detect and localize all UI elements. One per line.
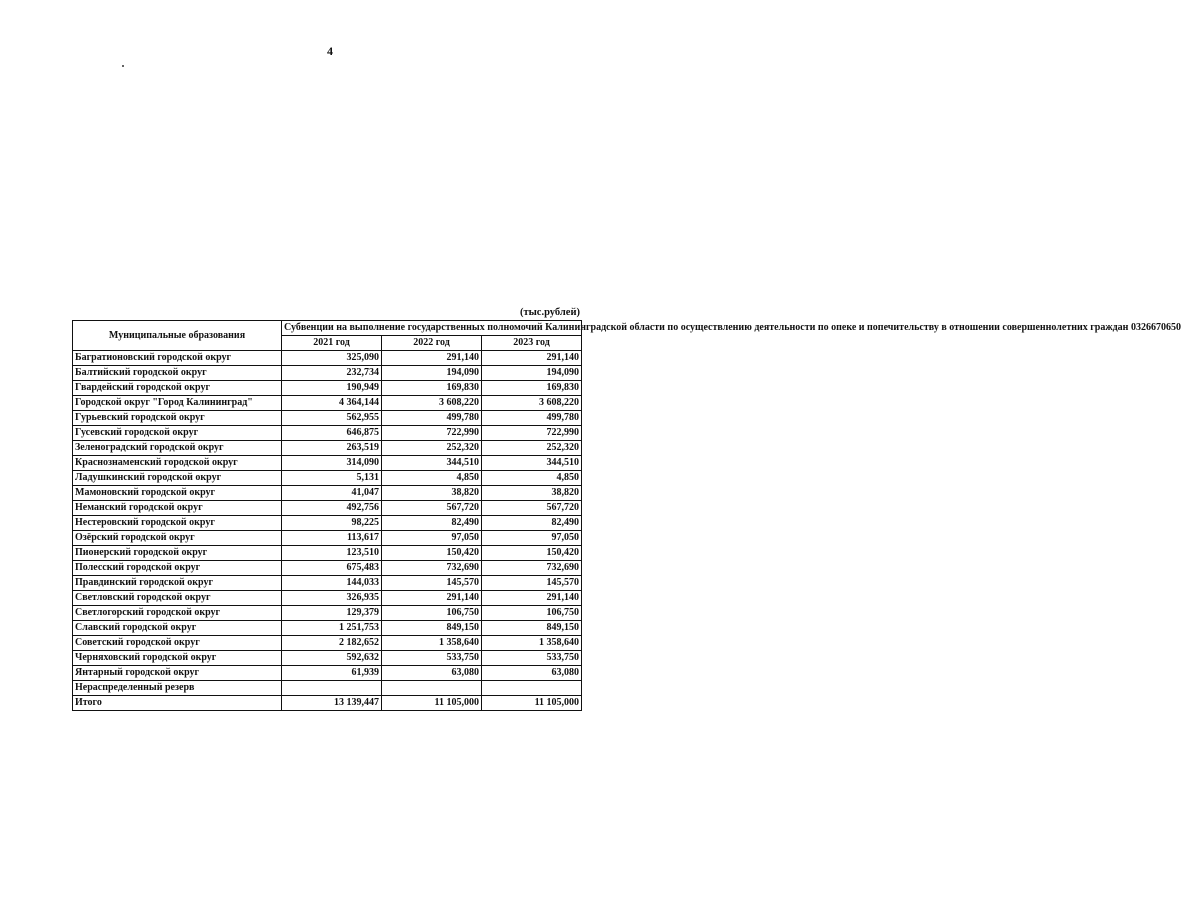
value-2021-cell: 41,047 (282, 486, 382, 501)
municipality-header: Муниципальные образования (73, 321, 282, 351)
value-2023-cell: 732,690 (482, 561, 582, 576)
table-row (73, 666, 582, 681)
municipality-name-cell: Советский городской округ (73, 636, 282, 651)
value-2023-cell: 567,720 (482, 501, 582, 516)
value-2022-cell: 4,850 (382, 471, 482, 486)
table-row (73, 576, 582, 591)
value-2021-cell: 314,090 (282, 456, 382, 471)
value-2023-cell: 1 358,640 (482, 636, 582, 651)
municipality-name-cell: Городской округ "Город Калининград" (73, 396, 282, 411)
municipality-name-cell: Зеленоградский городской округ (73, 441, 282, 456)
value-2023-cell: 106,750 (482, 606, 582, 621)
municipality-name-cell: Пионерский городской округ (73, 546, 282, 561)
value-2021-cell: 562,955 (282, 411, 382, 426)
value-2022-cell: 849,150 (382, 621, 482, 636)
value-2022-cell: 291,140 (382, 591, 482, 606)
municipality-name-cell: Озёрский городской округ (73, 531, 282, 546)
table-row (73, 546, 582, 561)
value-2022-cell (382, 681, 482, 696)
value-2021-cell: 129,379 (282, 606, 382, 621)
value-2023-cell: 722,990 (482, 426, 582, 441)
municipality-name-cell: Нестеровский городской округ (73, 516, 282, 531)
value-2022-cell: 3 608,220 (382, 396, 482, 411)
value-2021-cell: 5,131 (282, 471, 382, 486)
subvention-table (72, 320, 1181, 711)
scan-speck (122, 65, 124, 67)
municipality-name-cell: Балтийский городской округ (73, 366, 282, 381)
value-2022-cell: 252,320 (382, 441, 482, 456)
value-2022-cell: 732,690 (382, 561, 482, 576)
table-row (73, 486, 582, 501)
value-2023-cell: 150,420 (482, 546, 582, 561)
value-2022-cell: 145,570 (382, 576, 482, 591)
value-2022-cell: 169,830 (382, 381, 482, 396)
value-2022-cell: 344,510 (382, 456, 482, 471)
value-2023-cell: 194,090 (482, 366, 582, 381)
value-2021-cell (282, 681, 382, 696)
value-2022-cell: 567,720 (382, 501, 482, 516)
table-row (73, 591, 582, 606)
value-2021-cell: 98,225 (282, 516, 382, 531)
page-number: 4 (327, 44, 333, 58)
year-header-2022: 2022 год (382, 336, 482, 351)
value-2021-cell: 4 364,144 (282, 396, 382, 411)
value-2021-cell: 123,510 (282, 546, 382, 561)
municipality-name-cell: Ладушкинский городской округ (73, 471, 282, 486)
table-row (73, 531, 582, 546)
table-body (73, 351, 582, 711)
value-2023-cell: 291,140 (482, 591, 582, 606)
units-label: (тыс.рублей) (519, 307, 580, 318)
municipality-name-cell: Правдинский городской округ (73, 576, 282, 591)
value-2021-cell: 232,734 (282, 366, 382, 381)
table-row (73, 456, 582, 471)
value-2021-cell: 190,949 (282, 381, 382, 396)
value-2022-cell: 150,420 (382, 546, 482, 561)
value-2022-cell: 106,750 (382, 606, 482, 621)
value-2023-cell: 344,510 (482, 456, 582, 471)
value-2023-cell: 38,820 (482, 486, 582, 501)
table-row (73, 606, 582, 621)
value-2021-cell: 646,875 (282, 426, 382, 441)
value-2021-cell: 1 251,753 (282, 621, 382, 636)
value-2022-cell: 291,140 (382, 351, 482, 366)
municipality-name-cell: Гвардейский городской округ (73, 381, 282, 396)
value-2022-cell: 499,780 (382, 411, 482, 426)
value-2023-cell: 499,780 (482, 411, 582, 426)
value-2022-cell: 722,990 (382, 426, 482, 441)
value-2021-cell: 113,617 (282, 531, 382, 546)
municipality-name-cell: Багратионовский городской округ (73, 351, 282, 366)
table-row (73, 561, 582, 576)
value-2023-cell: 252,320 (482, 441, 582, 456)
value-2021-cell: 492,756 (282, 501, 382, 516)
table-row (73, 501, 582, 516)
value-2023-cell: 291,140 (482, 351, 582, 366)
table-row (73, 381, 582, 396)
subvention-header: Субвенции на выполнение государственных полномочий Калининградской области по осуществлению деятельности по опеке и попечительству в отношении совершеннолетних граждан 0326670650 (282, 321, 582, 336)
value-2023-cell: 63,080 (482, 666, 582, 681)
value-2021-cell: 2 182,652 (282, 636, 382, 651)
value-2021-cell: 61,939 (282, 666, 382, 681)
value-2021-cell: 13 139,447 (282, 696, 382, 711)
value-2023-cell: 3 608,220 (482, 396, 582, 411)
municipality-name-cell: Светловский городской округ (73, 591, 282, 606)
table-row (73, 651, 582, 666)
value-2022-cell: 11 105,000 (382, 696, 482, 711)
municipality-name-cell: Мамоновский городской округ (73, 486, 282, 501)
table-row (73, 366, 582, 381)
municipality-name-cell: Неманский городской округ (73, 501, 282, 516)
municipality-name-cell: Светлогорский городской округ (73, 606, 282, 621)
year-header-2023: 2023 год (482, 336, 582, 351)
value-2023-cell: 533,750 (482, 651, 582, 666)
year-header-2021: 2021 год (282, 336, 382, 351)
value-2021-cell: 675,483 (282, 561, 382, 576)
municipality-name-cell: Краснознаменский городской округ (73, 456, 282, 471)
value-2023-cell: 82,490 (482, 516, 582, 531)
table-row (73, 396, 582, 411)
municipality-name-cell: Гусевский городской округ (73, 426, 282, 441)
table-row (73, 351, 582, 366)
value-2021-cell: 326,935 (282, 591, 382, 606)
value-2023-cell: 4,850 (482, 471, 582, 486)
table-row (73, 411, 582, 426)
value-2021-cell: 325,090 (282, 351, 382, 366)
value-2021-cell: 263,519 (282, 441, 382, 456)
municipality-name-cell: Итого (73, 696, 282, 711)
table-row (73, 426, 582, 441)
municipality-name-cell: Янтарный городской округ (73, 666, 282, 681)
municipality-name-cell: Полесский городской округ (73, 561, 282, 576)
municipality-name-cell: Гурьевский городской округ (73, 411, 282, 426)
municipality-name-cell: Славский городской округ (73, 621, 282, 636)
table-row (73, 441, 582, 456)
value-2021-cell: 144,033 (282, 576, 382, 591)
value-2023-cell: 11 105,000 (482, 696, 582, 711)
municipality-name-cell: Нераспределенный резерв (73, 681, 282, 696)
value-2022-cell: 533,750 (382, 651, 482, 666)
table-row (73, 471, 582, 486)
value-2022-cell: 97,050 (382, 531, 482, 546)
table-row (73, 681, 582, 696)
value-2022-cell: 38,820 (382, 486, 482, 501)
value-2022-cell: 63,080 (382, 666, 482, 681)
table-row (73, 636, 582, 651)
value-2023-cell: 169,830 (482, 381, 582, 396)
table-row (73, 621, 582, 636)
value-2023-cell: 97,050 (482, 531, 582, 546)
value-2023-cell: 849,150 (482, 621, 582, 636)
total-row (73, 696, 582, 711)
value-2023-cell (482, 681, 582, 696)
value-2022-cell: 194,090 (382, 366, 482, 381)
value-2022-cell: 82,490 (382, 516, 482, 531)
value-2022-cell: 1 358,640 (382, 636, 482, 651)
value-2023-cell: 145,570 (482, 576, 582, 591)
municipality-name-cell: Черняховский городской округ (73, 651, 282, 666)
table-row (73, 516, 582, 531)
value-2021-cell: 592,632 (282, 651, 382, 666)
